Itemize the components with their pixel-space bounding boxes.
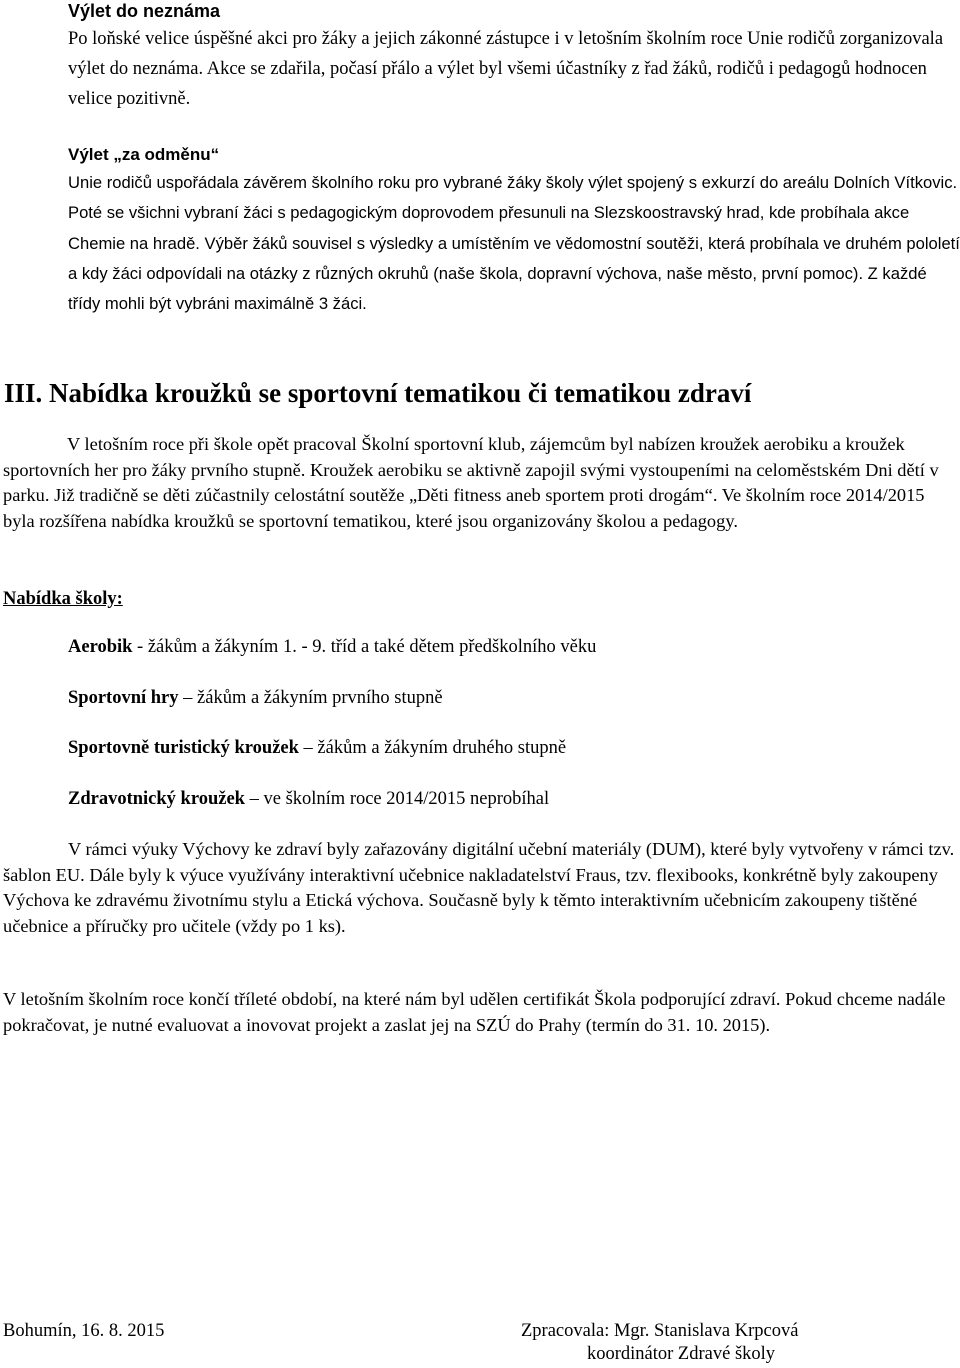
offer-item-text: ve školním roce 2014/2015 neprobíhal xyxy=(263,789,550,809)
footer-author: Zpracovala: Mgr. Stanislava Krpcová xyxy=(521,1321,799,1341)
section-body-trip-unknown: Po loňské velice úspěšné akci pro žáky a jejich zákonné zástupce i v letošním školním roce Unie rodičů zorganizovala výlet do neznáma. Akce se zdařila, počasí přálo a výlet byl všemi účastníky z řad žáků, rodičů i pedagogů hodnocen velice pozitivně. xyxy=(68,29,944,109)
paragraph-health-education: V rámci výuky Výchovy ke zdraví byly zařazovány digitální učební materiály (DUM), které byly vytvořeny v rámci tzv. šablon EU. Dále byly k výuce využívány interaktivní učebnice nakladatelství Fraus, tzv. flexibooks, konkrétně byly zakoupeny Výchova ke zdravému životnímu stylu a Etická výchova. Současně byly k těmto interaktivním učebnicím zakoupeny tištěné učebnice a příručky pro učitele (vždy po 1 ks). xyxy=(3,839,955,936)
offer-item-tourist-club xyxy=(68,735,566,761)
offer-item-name: Sportovně turistický kroužek xyxy=(68,738,299,758)
section-heading-clubs xyxy=(4,376,751,410)
offer-heading: Nabídka školy: xyxy=(3,589,123,609)
offer-item-name: Zdravotnický kroužek xyxy=(68,789,245,809)
offer-item-aerobik xyxy=(68,634,596,660)
offer-item-text: žákům a žákyním 1. - 9. tříd a také dětem předškolního věku xyxy=(147,637,597,657)
section-numeral: III. xyxy=(4,378,43,408)
section-body-reward-trip: Unie rodičů uspořádala závěrem školního roku pro vybrané žáky školy výlet spojený s exkurzí do areálu Dolních Vítkovic. Poté se všichni vybraní žáci s pedagogickým doprovodem přesunuli na Slezskoostravský hrad, kde probíhala akce Chemie na hradě. Výběr žáků souvisel s výsledky a umístěním ve vědomostní soutěži, která probíhala ve druhém pololetí a kdy žáci odpovídali na otázky z různých okruhů (naše škola, dopravní výchova, naše město, první pomoc). Z každé třídy mohli být vybráni maximálně 3 žáci. xyxy=(68,173,960,314)
offer-item-name: Sportovní hry xyxy=(68,688,179,708)
offer-item-sep: - xyxy=(132,637,148,657)
offer-item-health-club xyxy=(68,786,549,812)
offer-item-sport-games xyxy=(68,685,443,711)
section-title-trip-unknown: Výlet do neznáma xyxy=(68,1,221,21)
footer-role: koordinátor Zdravé školy xyxy=(587,1344,776,1364)
offer-item-text: žákům a žákyním prvního stupně xyxy=(197,688,443,708)
offer-item-sep: – xyxy=(298,738,318,758)
paragraph-certificate: V letošním školním roce končí tříleté období, na které nám byl udělen certifikát Škola podporující zdraví. Pokud chceme nadále pokračovat, je nutné evaluovat a inovovat projekt a zaslat jej na SZÚ do Prahy (termín do 31. 10. 2015). xyxy=(3,989,946,1035)
offer-item-name: Aerobik xyxy=(68,637,133,657)
section-title-reward-trip: Výlet „za odměnu“ xyxy=(68,145,220,164)
section-heading-text: Nabídka kroužků se sportovní tematikou či tematikou zdraví xyxy=(49,378,752,408)
offer-item-text: žákům a žákyním druhého stupně xyxy=(317,738,567,758)
section-body-clubs: V letošním roce při škole opět pracoval Školní sportovní klub, zájemcům byl nabízen kroužek aerobiku a kroužek sportovních her pro žáky prvního stupně. Kroužek aerobiku se aktivně zapojil svými vystoupeními na celoměstském Dni dětí v parku. Již tradičně se děti zúčastnily celostátní soutěže „Děti fitness aneb sportem proti drogám“. Ve školním roce 2014/2015 byla rozšířena nabídka kroužků se sportovní tematikou, které jsou organizovány školou a pedagogy. xyxy=(3,434,939,531)
offer-item-sep: – xyxy=(178,688,198,708)
offer-item-sep: – xyxy=(244,789,264,809)
footer-place-date: Bohumín, 16. 8. 2015 xyxy=(3,1321,165,1341)
